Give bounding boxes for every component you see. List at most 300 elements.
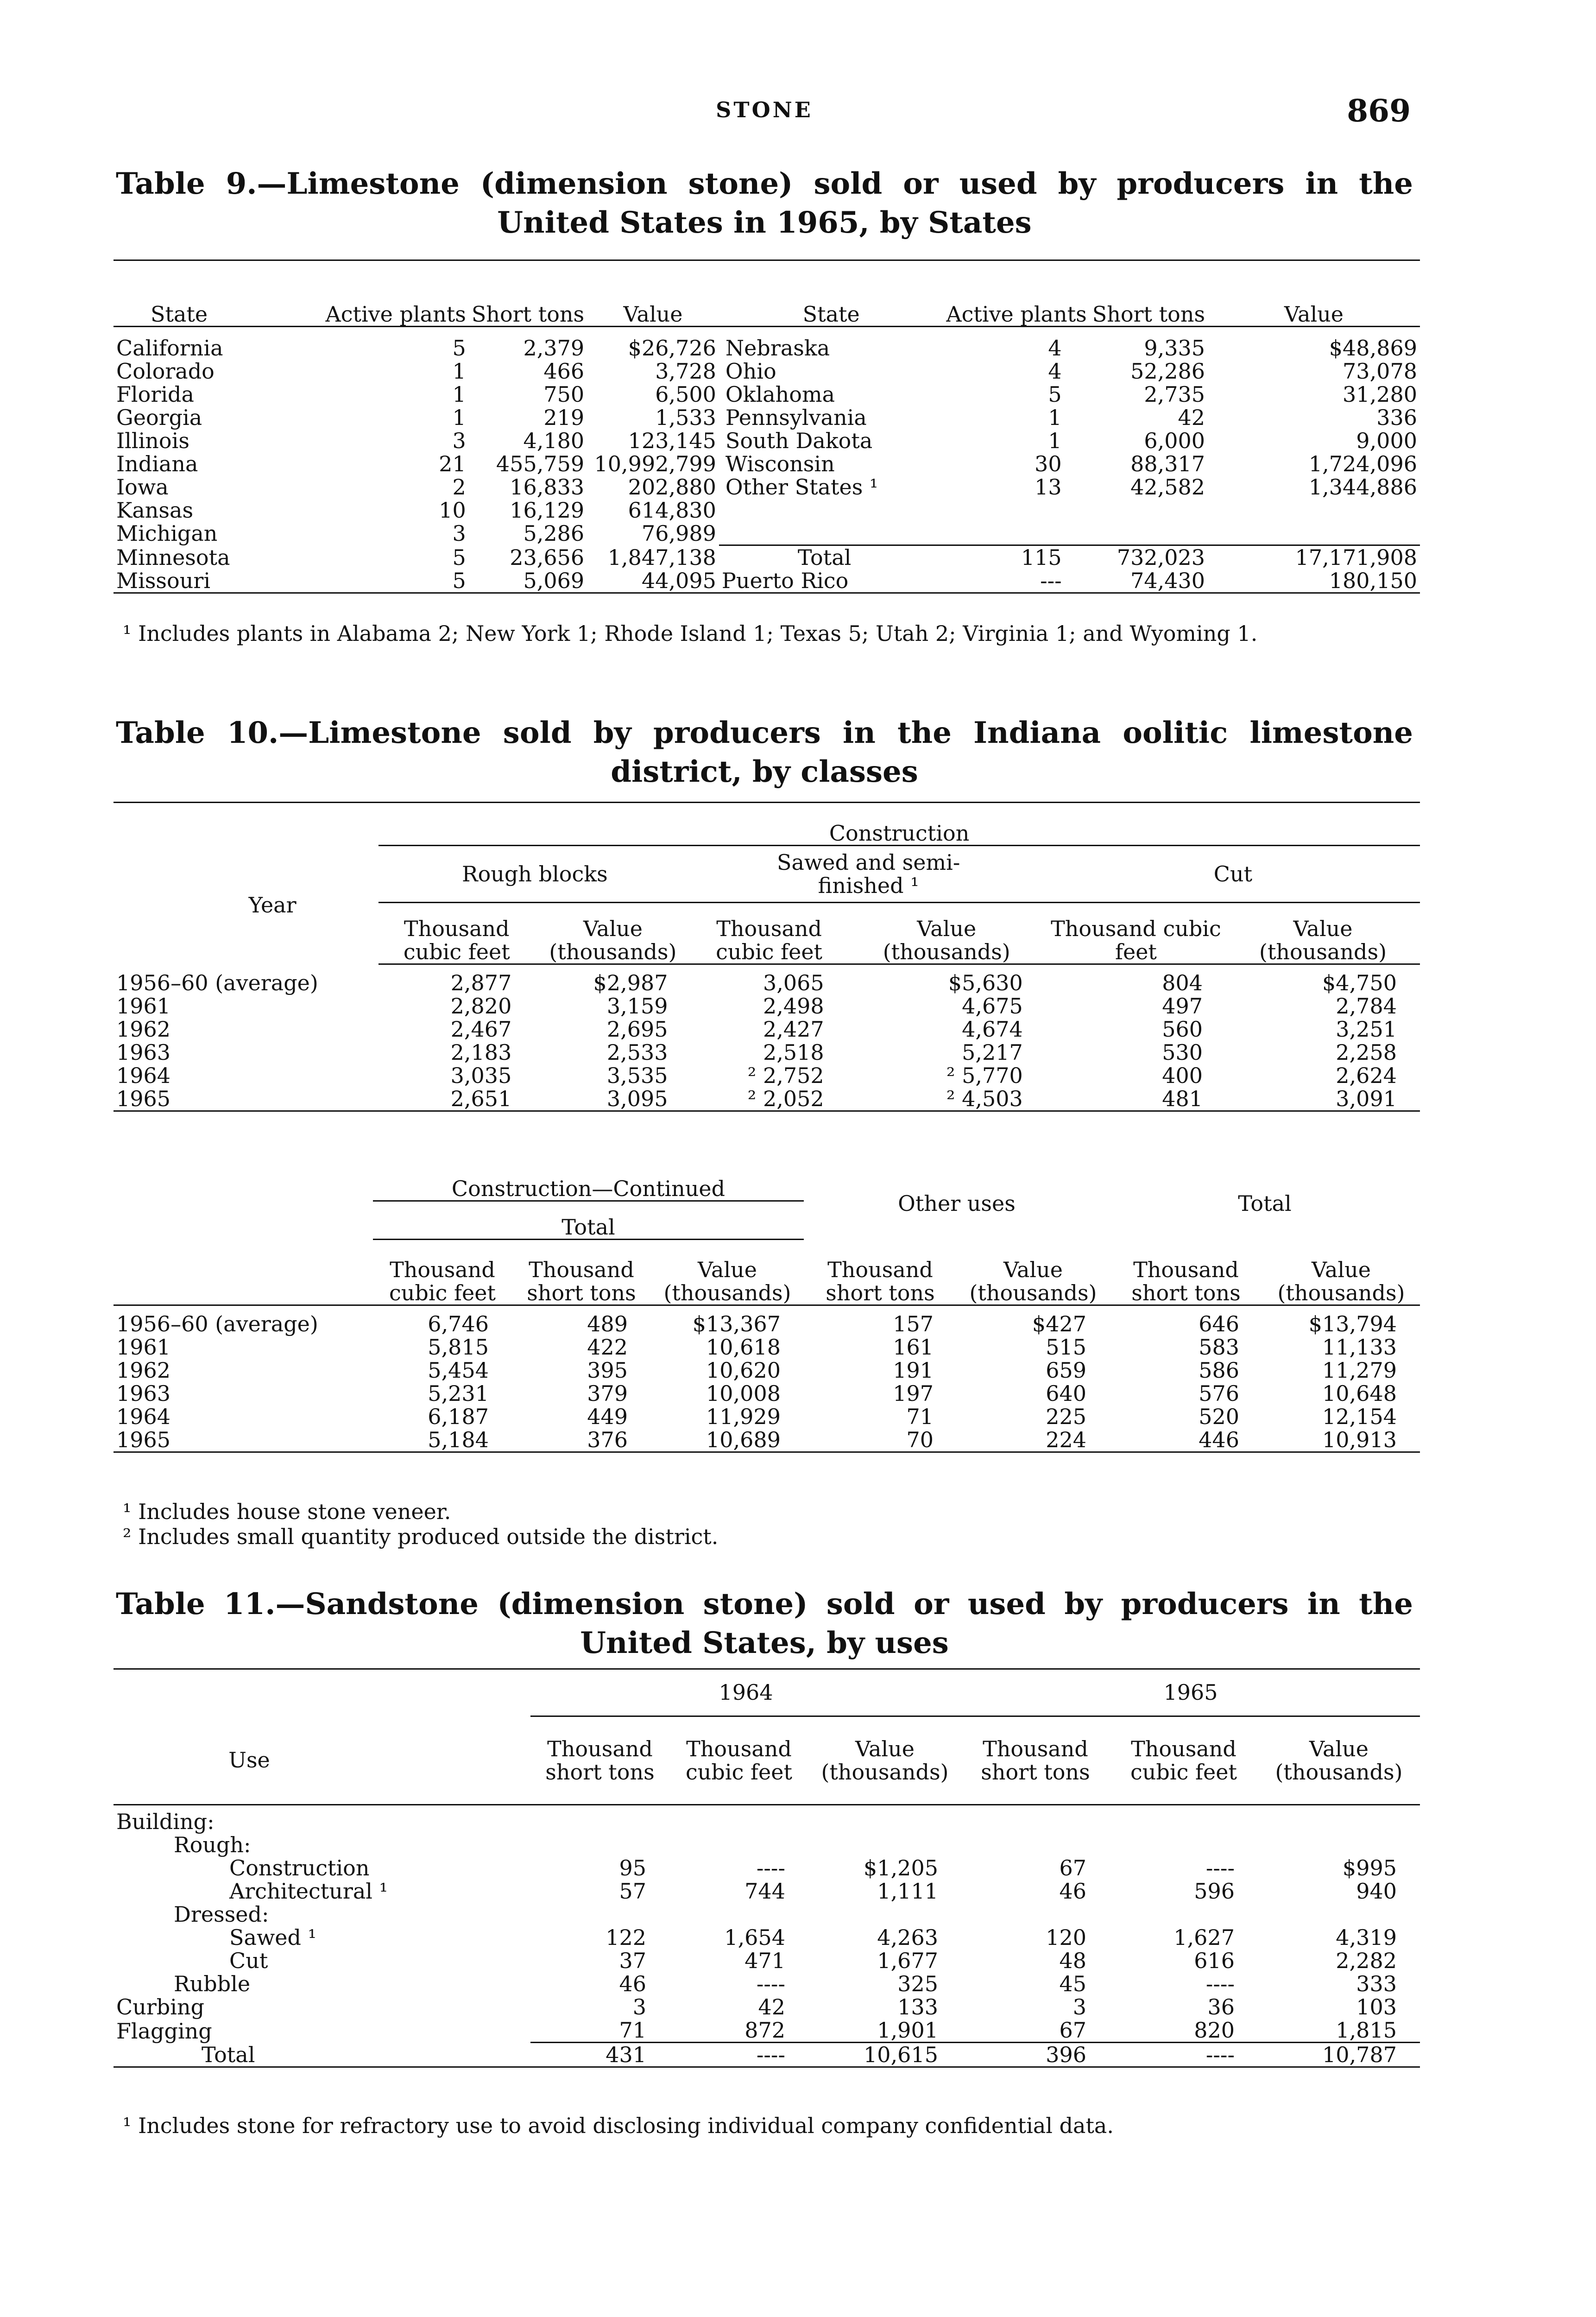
table-row: [114, 1382, 1420, 1405]
table10-part1-body: [114, 971, 1420, 1111]
total-short-tons: 732,023: [1117, 544, 1205, 570]
state-name: Minnesota: [116, 544, 230, 570]
tst-1965: 120: [1046, 1925, 1086, 1950]
tcf-1964: 872: [744, 2018, 785, 2043]
group-row: [114, 1903, 1420, 1926]
grand-value: 10,648: [1322, 1380, 1397, 1406]
dressed-label: Dressed:: [174, 1902, 269, 1927]
state-name: Florida: [116, 382, 194, 407]
tst-1964: 95: [619, 1855, 646, 1880]
t11-h-tst1: Thousand short tons: [530, 1716, 669, 1805]
page-number: 869: [1347, 93, 1411, 129]
table11: [114, 1668, 1420, 2068]
year: 1962: [116, 1357, 171, 1383]
short-tons: 6,000: [1144, 428, 1205, 453]
total-value: 10,689: [651, 1428, 804, 1452]
tst-1964: 122: [606, 1925, 646, 1950]
tst-1964: 57: [619, 1879, 646, 1904]
t10-rough-blocks: Rough blocks: [461, 861, 608, 886]
table-row: [114, 1087, 1420, 1111]
table-row: [114, 499, 1420, 522]
t9-h-state2: State: [719, 260, 943, 327]
total-tcf: 5,231: [428, 1380, 489, 1406]
tcf-1965: ----: [1205, 1971, 1235, 1996]
tst-1964: 46: [619, 1971, 646, 1996]
total-value: 10,620: [706, 1357, 781, 1383]
tcf-1965: 1,627: [1173, 1925, 1235, 1950]
t9-h-tons2: Short tons: [1090, 260, 1208, 327]
short-tons: 88,317: [1130, 451, 1205, 476]
value: 31,280: [1343, 382, 1417, 407]
year: 1964: [116, 1063, 171, 1088]
grand-tst: 586: [1199, 1357, 1239, 1383]
table9-header-row: [114, 260, 1420, 327]
table10-title: Table 10.—Limestone sold by producers in the Indiana oolitic limestone district, by classes: [116, 715, 1413, 789]
state-name: Georgia: [116, 405, 202, 430]
value: 202,880: [628, 475, 716, 500]
short-tons: 9,335: [1144, 336, 1205, 361]
cut-tcf: 481: [1046, 1087, 1226, 1111]
t10-h-val2: Value (thousands): [847, 903, 1046, 964]
tst-1965: 3: [1072, 1994, 1086, 2019]
total-tcf: 5,184: [373, 1428, 512, 1452]
value-1965: 1,815: [1336, 2018, 1397, 2043]
grand-tst: 446: [1110, 1428, 1262, 1452]
t10-sawed: Sawed and semi-finished ¹: [776, 850, 960, 898]
t11-year2: 1965: [961, 1669, 1420, 1716]
t10-h2-val1: Value (thousands): [651, 1240, 804, 1305]
cut-value: 3,251: [1336, 1017, 1397, 1042]
total-tst: 395: [587, 1357, 628, 1383]
grand-value: 10,913: [1262, 1428, 1420, 1452]
table-row: [114, 1018, 1420, 1041]
value-1965: $995: [1342, 1855, 1397, 1880]
table-row: [114, 1880, 1420, 1903]
active-plants: 5: [1048, 382, 1062, 407]
group-row: [114, 1810, 1420, 1833]
active-plants: 5: [452, 336, 466, 361]
puerto-rico-label: Puerto Rico: [719, 569, 943, 593]
t11-h-tst2: Thousand short tons: [961, 1716, 1110, 1805]
short-tons: 466: [543, 359, 585, 384]
value: $26,726: [628, 336, 716, 361]
active-plants: 1: [1048, 428, 1062, 453]
year: 1964: [116, 1404, 171, 1429]
value-1964: 1,677: [877, 1948, 938, 1973]
active-plants: 4: [1048, 336, 1062, 361]
table9-title: Table 9.—Limestone (dimension stone) sold or used by producers in the United States in 1965, by States: [116, 166, 1413, 240]
short-tons: 4,180: [523, 428, 585, 453]
t10-h2-val2: Value (thousands): [957, 1240, 1110, 1305]
tcf-1964: ----: [669, 2043, 808, 2067]
cut-tcf: 560: [1162, 1017, 1203, 1042]
other-tst: 71: [906, 1404, 934, 1429]
t10-total-header: Total: [1238, 1191, 1292, 1216]
sawed-value: 4,674: [962, 1017, 1023, 1042]
total-tst: 449: [587, 1404, 628, 1429]
active-plants: 3: [452, 521, 466, 546]
value-1965: 940: [1356, 1879, 1397, 1904]
tcf-1964: ----: [756, 1971, 785, 1996]
cut-value: 2,624: [1336, 1063, 1397, 1088]
short-tons: 52,286: [1130, 359, 1205, 384]
t10-year: Year: [248, 892, 296, 918]
grand-tst: 520: [1199, 1404, 1239, 1429]
rough-value: 2,533: [606, 1040, 668, 1065]
tst-1965: 67: [1059, 1855, 1086, 1880]
table9-footnote: ¹ Includes plants in Alabama 2; New York 1; Rhode Island 1; Texas 5; Utah 2; Virginia 1; and Wyoming 1.: [123, 621, 1258, 646]
value-1965: 333: [1356, 1971, 1397, 1996]
year: 1961: [116, 994, 171, 1019]
state-name: Other States ¹: [725, 475, 878, 500]
state-name: Michigan: [116, 521, 218, 546]
t11-h-val1: Value (thousands): [808, 1716, 961, 1805]
value-1964: 4,263: [877, 1925, 938, 1950]
use: Total: [114, 2043, 530, 2067]
table-row: [114, 1972, 1420, 1995]
sawed-tcf: 2,427: [763, 1017, 824, 1042]
state-name: Wisconsin: [725, 451, 835, 476]
t10-h-val3: Value (thousands): [1226, 903, 1420, 964]
table-row: [114, 522, 1420, 545]
value-1964: 133: [897, 1994, 938, 2019]
tcf-1965: 596: [1194, 1879, 1235, 1904]
value: $48,869: [1329, 336, 1417, 361]
state-name: South Dakota: [725, 428, 873, 453]
tcf-1964: 1,654: [724, 1925, 785, 1950]
short-tons: 2,735: [1144, 382, 1205, 407]
year: 1965: [114, 1087, 378, 1111]
rough-tcf: 3,035: [450, 1063, 512, 1088]
table-row: [114, 1041, 1420, 1064]
rough-value: $2,987: [593, 970, 668, 995]
grand-value: 11,279: [1322, 1357, 1397, 1383]
t10-h2-tst3: Thousand short tons: [1110, 1240, 1262, 1305]
value-1964: 1,111: [877, 1879, 938, 1904]
other-value: 225: [1046, 1404, 1086, 1429]
short-tons: 23,656: [510, 544, 585, 570]
total-tst: 376: [512, 1428, 651, 1452]
tst-1965: 48: [1059, 1948, 1086, 1973]
t10-total-sub: Total: [373, 1201, 804, 1240]
sawed-value: $5,630: [948, 970, 1023, 995]
t10-h2-val3: Value (thousands): [1262, 1240, 1420, 1305]
sawed-value: ² 4,503: [847, 1087, 1046, 1111]
grand-value: 12,154: [1322, 1404, 1397, 1429]
short-tons: 16,129: [510, 498, 585, 523]
value: 76,989: [641, 521, 716, 546]
state-name: Oklahoma: [725, 382, 835, 407]
active-plants: 10: [439, 498, 466, 523]
tcf-1964: 42: [758, 1994, 785, 2019]
cut-value: 2,784: [1336, 994, 1397, 1019]
tst-1964: 3: [632, 1994, 646, 2019]
total-value: 17,171,908: [1295, 544, 1417, 570]
t9-h-value2: Value: [1208, 260, 1420, 327]
total-active-plants: 115: [1021, 544, 1062, 570]
table-row: [114, 994, 1420, 1018]
sawed-tcf: 2,498: [763, 994, 824, 1019]
grand-tst: 646: [1199, 1311, 1239, 1336]
table-row: [114, 1336, 1420, 1359]
t11-h-val2: Value (thousands): [1258, 1716, 1420, 1805]
year: 1961: [116, 1334, 171, 1360]
total-tcf: 5,454: [428, 1357, 489, 1383]
value-1965: 10,787: [1258, 2043, 1420, 2067]
active-plants: 2: [452, 475, 466, 500]
total-tst: 489: [587, 1311, 628, 1336]
state-name: Nebraska: [725, 336, 830, 361]
table9: [114, 260, 1420, 594]
total-row: [114, 2043, 1420, 2067]
short-tons: 455,759: [496, 451, 585, 476]
year: 1963: [116, 1380, 171, 1406]
use: Curbing: [116, 1994, 205, 2019]
short-tons: 42,582: [1130, 475, 1205, 500]
other-value: 640: [1046, 1380, 1086, 1406]
running-head: STONE: [716, 97, 813, 122]
active-plants: 21: [439, 451, 466, 476]
t11-h-tcf2: Thousand cubic feet: [1110, 1716, 1258, 1805]
other-tst: 191: [893, 1357, 934, 1383]
tcf-1965: 36: [1207, 1994, 1235, 2019]
short-tons: 2,379: [523, 336, 585, 361]
tst-1965: 396: [961, 2043, 1110, 2067]
table-row: [114, 429, 1420, 452]
rough-value: 3,535: [606, 1063, 668, 1088]
rough-value: 3,095: [535, 1087, 691, 1111]
sawed-tcf: ² 2,752: [747, 1063, 824, 1088]
table10-footnote1: ¹ Includes house stone veneer.: [123, 1499, 451, 1524]
use: Construction: [229, 1855, 370, 1880]
total-rule: [719, 522, 1420, 545]
use: Flagging: [116, 2018, 212, 2044]
cut-tcf: 497: [1162, 994, 1203, 1019]
other-tst: 70: [804, 1428, 957, 1452]
value-1965: 2,282: [1336, 1948, 1397, 1973]
tcf-1965: ----: [1110, 2043, 1258, 2067]
t10-cut: Cut: [1213, 861, 1253, 886]
t10-h-val1: Value (thousands): [535, 903, 691, 964]
t10-h-tcf1: Thousand cubic feet: [378, 903, 535, 964]
rough-tcf: 2,651: [378, 1087, 535, 1111]
sawed-tcf: 2,518: [763, 1040, 824, 1065]
other-value: 515: [1046, 1334, 1086, 1360]
tcf-1965: 820: [1194, 2018, 1235, 2043]
total-value: 10,618: [706, 1334, 781, 1360]
t9-h-active: Active plants: [323, 260, 469, 327]
rough-value: 3,159: [606, 994, 668, 1019]
tcf-1964: ----: [756, 1855, 785, 1880]
tst-1965: 46: [1059, 1879, 1086, 1904]
state-name: Pennsylvania: [725, 405, 867, 430]
t10-h-tcf3: Thousand cubic feet: [1046, 903, 1226, 964]
value-1964: 1,901: [877, 2018, 938, 2043]
short-tons: 5,069: [469, 569, 587, 593]
active-plants: 1: [1048, 405, 1062, 430]
other-value: 224: [957, 1428, 1110, 1452]
value: 73,078: [1343, 359, 1417, 384]
table-row: [114, 1405, 1420, 1428]
table10-part2: [114, 1168, 1420, 1453]
value: 614,830: [628, 498, 716, 523]
table11-footnote: ¹ Includes stone for refractory use to avoid disclosing individual company confidential data.: [123, 2113, 1114, 2138]
total-value: 11,929: [706, 1404, 781, 1429]
year: 1956–60 (average): [116, 970, 318, 995]
state-name: California: [116, 336, 223, 361]
state-name: Ohio: [725, 359, 776, 384]
table-row: [114, 1428, 1420, 1452]
cut-value: $4,750: [1322, 970, 1397, 995]
cut-value: 3,091: [1226, 1087, 1420, 1111]
active-plants: 5: [323, 569, 469, 593]
sawed-tcf: ² 2,052: [691, 1087, 847, 1111]
grand-tst: 576: [1199, 1380, 1239, 1406]
use: Cut: [229, 1948, 268, 1973]
state-name: Iowa: [116, 475, 169, 500]
t10-construction: Construction: [378, 803, 1420, 846]
short-tons: 219: [543, 405, 585, 430]
t9-h-active2: Active plants: [943, 260, 1089, 327]
total-tst: 379: [587, 1380, 628, 1406]
tcf-1965: ----: [1205, 1855, 1235, 1880]
value: 123,145: [628, 428, 716, 453]
t11-use: Use: [114, 1716, 530, 1805]
t9-h-tons: Short tons: [469, 260, 587, 327]
rough-tcf: 2,183: [450, 1040, 512, 1065]
active-plants: 3: [452, 428, 466, 453]
other-tst: 197: [893, 1380, 934, 1406]
use: Sawed ¹: [229, 1925, 317, 1950]
active-plants: 1: [452, 359, 466, 384]
rough-tcf: 2,820: [450, 994, 512, 1019]
active-plants: 1: [452, 382, 466, 407]
puerto-rico-short-tons: 74,430: [1090, 569, 1208, 593]
table-row: [114, 406, 1420, 429]
table-row: [114, 1312, 1420, 1336]
table-row: [114, 2019, 1420, 2043]
tst-1965: 67: [1059, 2018, 1086, 2043]
t9-h-state: State: [114, 260, 323, 327]
value: 1,847,138: [607, 544, 716, 570]
value: 10,992,799: [594, 451, 716, 476]
table-row: [114, 971, 1420, 994]
sawed-tcf: 3,065: [763, 970, 824, 995]
state-name: Colorado: [116, 359, 214, 384]
other-value: $427: [1032, 1311, 1086, 1336]
state-name: Indiana: [116, 451, 198, 476]
total-tst: 422: [587, 1334, 628, 1360]
t10-h2-tst1: Thousand short tons: [512, 1240, 651, 1305]
table10-footnote2: ² Includes small quantity produced outside the district.: [123, 1524, 719, 1549]
table-row: [114, 1064, 1420, 1087]
year: 1956–60 (average): [116, 1311, 318, 1336]
tcf-1965: 616: [1194, 1948, 1235, 1973]
tst-1964: 37: [619, 1948, 646, 1973]
total-tcf: 6,187: [428, 1404, 489, 1429]
short-tons: 16,833: [510, 475, 585, 500]
active-plants: 4: [1048, 359, 1062, 384]
value: 336: [1376, 405, 1417, 430]
table-row: [114, 360, 1420, 383]
short-tons: 750: [543, 382, 585, 407]
short-tons: 42: [1178, 405, 1205, 430]
active-plants: 13: [1035, 475, 1062, 500]
state-name: Kansas: [116, 498, 194, 523]
tcf-1964: 471: [744, 1948, 785, 1973]
table11-body: [114, 1810, 1420, 2067]
rough-label: Rough:: [174, 1832, 251, 1857]
tcf-1964: 744: [744, 1879, 785, 1904]
year: 1963: [116, 1040, 171, 1065]
cut-tcf: 804: [1162, 970, 1203, 995]
total-value: 10,008: [706, 1380, 781, 1406]
t10-h2-tst2: Thousand short tons: [804, 1240, 957, 1305]
table-row: [114, 569, 1420, 593]
use: Architectural ¹: [229, 1879, 388, 1904]
grand-tst: 583: [1199, 1334, 1239, 1360]
t11-h-tcf1: Thousand cubic feet: [669, 1716, 808, 1805]
table-row: [114, 1856, 1420, 1880]
sawed-value: 4,675: [962, 994, 1023, 1019]
table-row: [114, 545, 1420, 569]
value-1964: $1,205: [864, 1855, 938, 1880]
sawed-value: 5,217: [962, 1040, 1023, 1065]
total-value: $13,367: [692, 1311, 781, 1336]
t11-year1: 1964: [530, 1669, 961, 1716]
table11-title: Table 11.—Sandstone (dimension stone) sold or used by producers in the United States, by uses: [116, 1587, 1413, 1660]
value: 1,533: [655, 405, 716, 430]
rough-value: 2,695: [606, 1017, 668, 1042]
group-row: [114, 1833, 1420, 1856]
total-tcf: 5,815: [428, 1334, 489, 1360]
t9-h-value: Value: [587, 260, 719, 327]
grand-value: $13,794: [1308, 1311, 1397, 1336]
cut-tcf: 400: [1162, 1063, 1203, 1088]
active-plants: 5: [452, 544, 466, 570]
total-label: Total: [797, 544, 852, 570]
table-row: [114, 1359, 1420, 1382]
value: 1,724,096: [1308, 451, 1417, 476]
grand-value: 11,133: [1322, 1334, 1397, 1360]
table-row: [114, 1995, 1420, 2019]
cut-value: 2,258: [1336, 1040, 1397, 1065]
sawed-value: ² 5,770: [946, 1063, 1023, 1088]
rough-tcf: 2,467: [450, 1017, 512, 1042]
year: 1965: [114, 1428, 373, 1452]
t10-other-uses: Other uses: [898, 1191, 1016, 1216]
cut-tcf: 530: [1162, 1040, 1203, 1065]
rough-tcf: 2,877: [450, 970, 512, 995]
table10-part2-body: [114, 1312, 1420, 1452]
building-label: Building:: [116, 1809, 214, 1834]
table-row: [114, 475, 1420, 499]
active-plants: 1: [452, 405, 466, 430]
value: 6,500: [655, 382, 716, 407]
puerto-rico-value: 180,150: [1208, 569, 1420, 593]
year: 1962: [116, 1017, 171, 1042]
other-tst: 161: [893, 1334, 934, 1360]
value: 9,000: [1356, 428, 1417, 453]
table-row: [114, 1926, 1420, 1949]
other-tst: 157: [893, 1311, 934, 1336]
value: 1,344,886: [1308, 475, 1417, 500]
other-value: 659: [1046, 1357, 1086, 1383]
active-plants: 30: [1035, 451, 1062, 476]
table10-part1: [114, 802, 1420, 1112]
t10-h-tcf2: Thousand cubic feet: [691, 903, 847, 964]
tst-1965: 45: [1059, 1971, 1086, 1996]
